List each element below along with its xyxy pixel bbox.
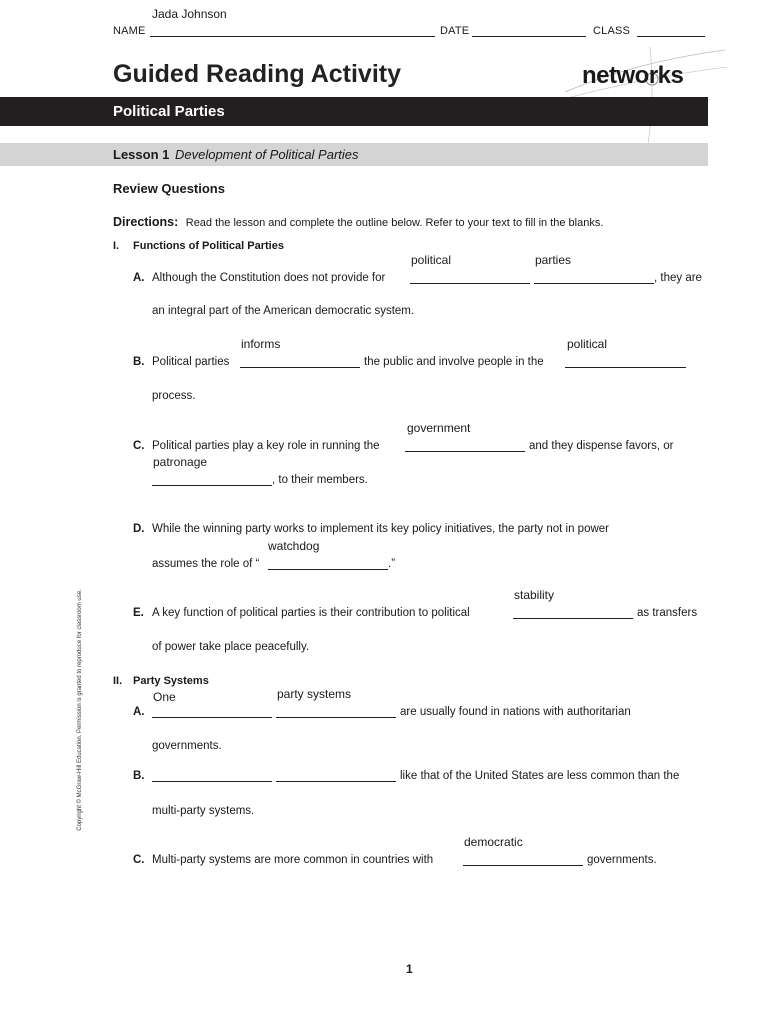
answer-ic-2: patronage xyxy=(153,455,208,469)
answer-ia-2: parties xyxy=(535,253,572,267)
item-ic-text3: , to their members. xyxy=(272,474,368,486)
item-iic-text1: Multi-party systems are more common in countries with xyxy=(152,854,434,866)
class-field[interactable] xyxy=(637,36,705,37)
item-letter: C. xyxy=(133,854,145,866)
item-iia-text1: are usually found in nations with authoritarian xyxy=(400,706,631,718)
blank-iia-1[interactable] xyxy=(152,717,272,718)
item-letter: C. xyxy=(133,440,145,452)
lesson-label: Lesson 1 xyxy=(113,147,170,162)
item-ie-text2: as transfers xyxy=(637,607,698,619)
copyright-text: Copyright © McGraw-Hill Education. Permission is granted to reproduce for classroom use. xyxy=(77,589,83,831)
banner-title: Political Parties xyxy=(113,103,225,120)
item-letter: B. xyxy=(133,770,145,782)
date-label: DATE xyxy=(440,25,470,37)
answer-ia-1: political xyxy=(411,253,452,267)
name-label: NAME xyxy=(113,25,146,37)
answer-ib-1: informs xyxy=(241,337,281,351)
page-title: Guided Reading Activity xyxy=(113,60,402,88)
item-ic-text1: Political parties play a key role in running the xyxy=(152,440,380,452)
item-letter: A. xyxy=(133,706,145,718)
answer-ic-1: government xyxy=(407,421,471,435)
blank-ie-1[interactable] xyxy=(513,618,633,619)
item-ic-text2: and they dispense favors, or xyxy=(529,440,674,452)
blank-iic-1[interactable] xyxy=(463,865,583,866)
blank-iib-2[interactable] xyxy=(276,781,396,782)
blank-iib-1[interactable] xyxy=(152,781,272,782)
item-ib-text2: the public and involve people in the xyxy=(364,356,544,368)
lesson-title: Development of Political Parties xyxy=(174,147,359,162)
section1-numeral: I. xyxy=(113,240,120,252)
lesson-bar xyxy=(0,143,708,166)
blank-id-1[interactable] xyxy=(268,569,388,570)
answer-iic-1: democratic xyxy=(464,835,523,849)
section1-title: Functions of Political Parties xyxy=(133,240,284,252)
blank-ib-2[interactable] xyxy=(565,367,686,368)
review-heading: Review Questions xyxy=(113,181,225,196)
blank-ic-1[interactable] xyxy=(405,451,525,452)
item-ie-text3: of power take place peacefully. xyxy=(152,641,310,653)
blank-ib-1[interactable] xyxy=(240,367,360,368)
blank-iia-2[interactable] xyxy=(276,717,396,718)
item-iic-text2: governments. xyxy=(587,854,657,866)
directions-text: Read the lesson and complete the outline below. Refer to your text to fill in the blanks. xyxy=(185,217,604,229)
item-iia-text2: governments. xyxy=(152,740,222,752)
item-iib-text1: like that of the United States are less common than the xyxy=(400,770,680,782)
item-letter: D. xyxy=(133,523,145,535)
item-ia-text2: , they are xyxy=(654,272,702,284)
section2-numeral: II. xyxy=(113,675,123,687)
answer-iia-2: party systems xyxy=(277,687,352,701)
item-letter: B. xyxy=(133,356,145,368)
item-id-text1: While the winning party works to implement its key policy initiatives, the party not in power xyxy=(152,523,610,535)
directions-label: Directions: xyxy=(113,215,179,229)
section2-title: Party Systems xyxy=(133,675,209,687)
item-letter: E. xyxy=(133,607,144,619)
item-ia-text3: an integral part of the American democratic system. xyxy=(152,305,415,317)
blank-ia-2[interactable] xyxy=(534,283,654,284)
item-id-text2: assumes the role of “ xyxy=(152,558,260,570)
answer-id-1: watchdog xyxy=(268,539,320,553)
banner xyxy=(0,97,708,126)
answer-iia-1: One xyxy=(153,690,176,704)
answer-ib-2: political xyxy=(567,337,608,351)
item-id-text3: .” xyxy=(388,558,396,570)
item-ie-text1: A key function of political parties is their contribution to political xyxy=(152,607,470,619)
date-field[interactable] xyxy=(472,36,586,37)
answer-ie-1: stability xyxy=(514,588,555,602)
student-name: Jada Johnson xyxy=(152,7,227,21)
brand-logo: networks xyxy=(582,62,684,89)
item-ib-text1: Political parties xyxy=(152,356,230,368)
item-letter: A. xyxy=(133,272,145,284)
blank-ia-1[interactable] xyxy=(410,283,530,284)
page-number: 1 xyxy=(406,962,413,976)
item-ib-text3: process. xyxy=(152,390,196,402)
blank-ic-2[interactable] xyxy=(152,485,272,486)
item-iib-text2: multi-party systems. xyxy=(152,805,255,817)
item-ia-text1: Although the Constitution does not provide for xyxy=(152,272,386,284)
class-label: CLASS xyxy=(593,25,631,37)
name-field[interactable] xyxy=(150,36,435,37)
